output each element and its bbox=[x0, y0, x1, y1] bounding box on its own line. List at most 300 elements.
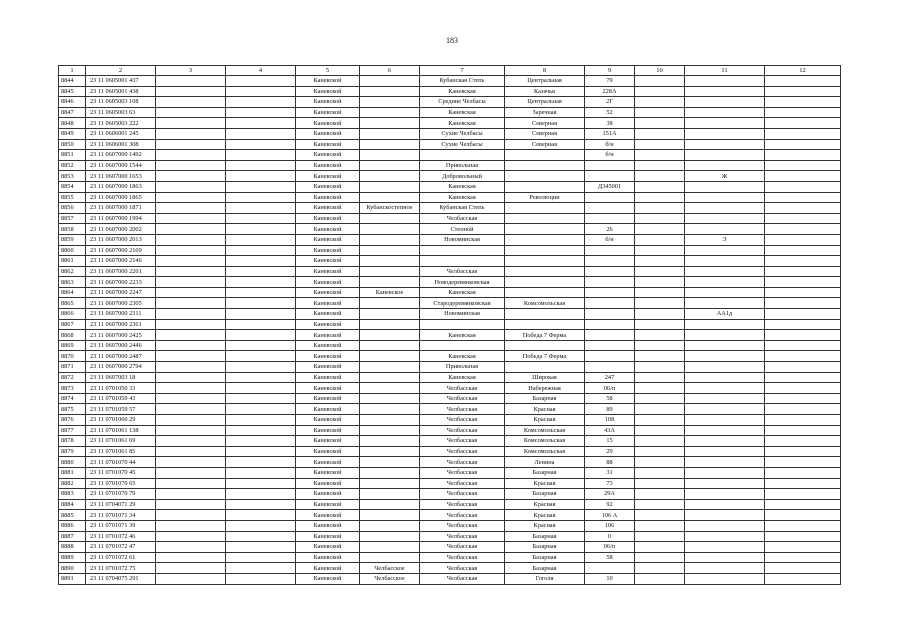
table-cell bbox=[505, 287, 585, 298]
column-header: 6 bbox=[360, 66, 420, 76]
table-cell: Кубанская Степь bbox=[420, 76, 505, 87]
table-cell bbox=[226, 203, 296, 214]
table-cell: б/н bbox=[585, 139, 635, 150]
table-cell bbox=[585, 351, 635, 362]
table-cell: 38 bbox=[585, 118, 635, 129]
table-cell: 8866 bbox=[59, 309, 86, 320]
table-cell bbox=[156, 531, 226, 542]
table-cell bbox=[156, 150, 226, 161]
table-cell bbox=[765, 181, 841, 192]
table-cell: 23 11 0701059 43 bbox=[86, 393, 156, 404]
table-cell bbox=[765, 425, 841, 436]
table-cell bbox=[685, 160, 765, 171]
table-cell: Степной bbox=[420, 224, 505, 235]
table-cell bbox=[635, 245, 685, 256]
table-cell bbox=[360, 309, 420, 320]
table-cell: 23 11 0607000 2446 bbox=[86, 340, 156, 351]
table-cell bbox=[360, 489, 420, 500]
table-cell: 92 bbox=[585, 499, 635, 510]
table-cell: Красная bbox=[505, 520, 585, 531]
table-cell bbox=[685, 542, 765, 553]
table-cell: 79 bbox=[585, 76, 635, 87]
table-cell bbox=[765, 97, 841, 108]
table-cell bbox=[226, 457, 296, 468]
table-cell bbox=[226, 383, 296, 394]
table-cell: Челбасская bbox=[420, 478, 505, 489]
table-cell bbox=[765, 489, 841, 500]
table-cell: Базарная bbox=[505, 552, 585, 563]
table-cell: 8847 bbox=[59, 107, 86, 118]
table-cell: Каневской bbox=[296, 446, 360, 457]
table-cell: Привольная bbox=[420, 160, 505, 171]
table-cell: 23 11 0607000 1994 bbox=[86, 213, 156, 224]
table-cell bbox=[156, 256, 226, 267]
table-cell bbox=[505, 245, 585, 256]
table-cell bbox=[765, 256, 841, 267]
table-cell bbox=[156, 372, 226, 383]
table-cell bbox=[226, 181, 296, 192]
table-cell bbox=[585, 245, 635, 256]
table-cell: Каневской bbox=[296, 245, 360, 256]
table-cell bbox=[685, 213, 765, 224]
table-cell bbox=[360, 171, 420, 182]
table-cell: Каневской bbox=[296, 393, 360, 404]
table-cell bbox=[226, 266, 296, 277]
table-cell bbox=[360, 383, 420, 394]
table-cell: 23 11 0607000 1492 bbox=[86, 150, 156, 161]
table-cell bbox=[765, 404, 841, 415]
table-cell: 106 А bbox=[585, 510, 635, 521]
table-row bbox=[59, 76, 841, 87]
table-cell bbox=[505, 319, 585, 330]
table-row bbox=[59, 425, 841, 436]
table-cell: Красная bbox=[505, 499, 585, 510]
table-cell bbox=[360, 531, 420, 542]
table-cell bbox=[360, 362, 420, 373]
table-cell: Каневской bbox=[296, 467, 360, 478]
table-cell bbox=[360, 340, 420, 351]
table-cell: 23 11 0607000 1863 bbox=[86, 181, 156, 192]
table-cell bbox=[360, 266, 420, 277]
table-cell: Каневской bbox=[296, 510, 360, 521]
table-cell: Каневской bbox=[296, 531, 360, 542]
column-header: 12 bbox=[765, 66, 841, 76]
table-cell: 06/п bbox=[585, 542, 635, 553]
table-cell bbox=[765, 351, 841, 362]
table-cell: Каневской bbox=[296, 499, 360, 510]
table-cell: 8887 bbox=[59, 531, 86, 542]
table-cell: 23 11 0701059 57 bbox=[86, 404, 156, 415]
table-cell bbox=[360, 277, 420, 288]
table-cell bbox=[685, 520, 765, 531]
table-cell bbox=[765, 150, 841, 161]
table-cell: Каневской bbox=[296, 128, 360, 139]
table-cell: 8849 bbox=[59, 128, 86, 139]
table-cell bbox=[765, 467, 841, 478]
table-cell: Революции bbox=[505, 192, 585, 203]
table-cell bbox=[360, 520, 420, 531]
table-cell: 8882 bbox=[59, 478, 86, 489]
table-cell bbox=[765, 499, 841, 510]
column-header: 2 bbox=[86, 66, 156, 76]
table-cell: Каневская bbox=[420, 330, 505, 341]
table-cell: Каневской bbox=[296, 298, 360, 309]
table-cell bbox=[505, 150, 585, 161]
table-cell bbox=[765, 319, 841, 330]
table-cell bbox=[156, 160, 226, 171]
table-cell bbox=[360, 181, 420, 192]
table-cell bbox=[765, 383, 841, 394]
table-cell: 8867 bbox=[59, 319, 86, 330]
table-cell bbox=[765, 266, 841, 277]
table-cell: Каневской bbox=[296, 97, 360, 108]
table-cell: 8891 bbox=[59, 573, 86, 584]
table-cell bbox=[156, 542, 226, 553]
table-cell bbox=[156, 181, 226, 192]
table-cell bbox=[156, 573, 226, 584]
table-cell bbox=[685, 298, 765, 309]
column-header: 4 bbox=[226, 66, 296, 76]
table-cell bbox=[360, 256, 420, 267]
table-cell bbox=[226, 404, 296, 415]
table-cell bbox=[156, 234, 226, 245]
table-row bbox=[59, 563, 841, 574]
table-cell bbox=[226, 499, 296, 510]
table-cell: Каневской bbox=[296, 542, 360, 553]
table-cell bbox=[635, 552, 685, 563]
table-cell: 151А bbox=[585, 128, 635, 139]
table-cell: Центральная bbox=[505, 97, 585, 108]
table-cell bbox=[226, 97, 296, 108]
table-cell: 52 bbox=[585, 107, 635, 118]
table-cell: 23 11 0607000 2233 bbox=[86, 277, 156, 288]
table-cell bbox=[765, 277, 841, 288]
table-cell: 8879 bbox=[59, 446, 86, 457]
table-cell bbox=[635, 97, 685, 108]
table-cell: 108 bbox=[585, 415, 635, 426]
table-cell bbox=[685, 118, 765, 129]
table-cell: 8869 bbox=[59, 340, 86, 351]
table-cell: Каневская bbox=[420, 86, 505, 97]
table-cell: Каневской bbox=[296, 552, 360, 563]
table-cell: Каневской bbox=[296, 372, 360, 383]
table-cell bbox=[765, 446, 841, 457]
table-cell bbox=[156, 118, 226, 129]
table-cell bbox=[156, 287, 226, 298]
table-cell: 106 bbox=[585, 520, 635, 531]
table-cell bbox=[226, 552, 296, 563]
table-cell: Э bbox=[685, 234, 765, 245]
table-row bbox=[59, 340, 841, 351]
table-cell bbox=[226, 573, 296, 584]
table-cell bbox=[360, 76, 420, 87]
table-cell bbox=[505, 203, 585, 214]
table-cell: Челбасская bbox=[420, 467, 505, 478]
table-cell: Базарная bbox=[505, 531, 585, 542]
table-cell bbox=[156, 171, 226, 182]
table-cell: 58 bbox=[585, 552, 635, 563]
table-cell: Каневской bbox=[296, 457, 360, 468]
table-cell: Каневской bbox=[296, 139, 360, 150]
table-cell: Челбасская bbox=[420, 542, 505, 553]
table-cell bbox=[585, 160, 635, 171]
table-cell: Северная bbox=[505, 118, 585, 129]
table-cell: Комсомольская bbox=[505, 298, 585, 309]
table-cell bbox=[420, 150, 505, 161]
table-row bbox=[59, 203, 841, 214]
table-row bbox=[59, 404, 841, 415]
table-cell bbox=[635, 372, 685, 383]
table-cell bbox=[765, 520, 841, 531]
table-cell: 8874 bbox=[59, 393, 86, 404]
table-cell: Комсомольская bbox=[505, 446, 585, 457]
table-cell: Гоголя bbox=[505, 573, 585, 584]
table-cell bbox=[505, 160, 585, 171]
table-cell bbox=[765, 393, 841, 404]
table-cell: Каневской bbox=[296, 309, 360, 320]
table-cell bbox=[685, 531, 765, 542]
table-cell bbox=[226, 76, 296, 87]
column-header: 10 bbox=[635, 66, 685, 76]
page-number: 183 bbox=[446, 36, 458, 45]
table-cell bbox=[156, 309, 226, 320]
table-cell bbox=[635, 76, 685, 87]
table-cell: 23 11 0607000 2109 bbox=[86, 245, 156, 256]
table-cell bbox=[505, 340, 585, 351]
table-cell bbox=[226, 531, 296, 542]
table-cell: Каневской bbox=[296, 383, 360, 394]
table-cell bbox=[685, 181, 765, 192]
table-cell: 29А bbox=[585, 489, 635, 500]
table-cell bbox=[585, 287, 635, 298]
table-cell bbox=[635, 436, 685, 447]
table-cell bbox=[156, 139, 226, 150]
table-cell bbox=[635, 256, 685, 267]
table-cell bbox=[360, 542, 420, 553]
table-cell: Д345001 bbox=[585, 181, 635, 192]
table-cell: 8876 bbox=[59, 415, 86, 426]
table-cell: 8857 bbox=[59, 213, 86, 224]
table-cell: АА1д bbox=[685, 309, 765, 320]
table-row bbox=[59, 86, 841, 97]
table-cell bbox=[685, 436, 765, 447]
table-cell bbox=[635, 415, 685, 426]
table-cell: 8861 bbox=[59, 256, 86, 267]
table-cell bbox=[635, 340, 685, 351]
table-cell bbox=[635, 330, 685, 341]
table-cell bbox=[765, 118, 841, 129]
table-cell: Челбасская bbox=[420, 531, 505, 542]
table-cell bbox=[635, 489, 685, 500]
table-cell: Челбасская bbox=[420, 457, 505, 468]
table-cell bbox=[685, 107, 765, 118]
table-row bbox=[59, 309, 841, 320]
table-row bbox=[59, 213, 841, 224]
table-cell: Каневской bbox=[296, 362, 360, 373]
table-cell bbox=[685, 489, 765, 500]
table-cell bbox=[635, 499, 685, 510]
table-cell: Каневской bbox=[296, 351, 360, 362]
table-cell bbox=[585, 340, 635, 351]
table-cell bbox=[685, 128, 765, 139]
table-cell: Челбасская bbox=[420, 383, 505, 394]
table-row bbox=[59, 160, 841, 171]
table-cell: Челбасская bbox=[420, 510, 505, 521]
table-cell: Северная bbox=[505, 128, 585, 139]
table-cell: 8889 bbox=[59, 552, 86, 563]
table-cell bbox=[585, 266, 635, 277]
column-header: 5 bbox=[296, 66, 360, 76]
table-cell bbox=[156, 489, 226, 500]
table-row bbox=[59, 510, 841, 521]
table-cell: Каневской bbox=[296, 287, 360, 298]
table-cell bbox=[635, 107, 685, 118]
table-cell: 23 11 0607003 18 bbox=[86, 372, 156, 383]
table-cell bbox=[360, 298, 420, 309]
table-cell bbox=[685, 150, 765, 161]
table-cell bbox=[685, 139, 765, 150]
table-cell: Красная bbox=[505, 478, 585, 489]
table-cell bbox=[156, 393, 226, 404]
table-cell bbox=[156, 224, 226, 235]
table-cell bbox=[156, 457, 226, 468]
table-cell: Каневской bbox=[296, 213, 360, 224]
table-cell: Базарная bbox=[505, 467, 585, 478]
table-row bbox=[59, 287, 841, 298]
table-cell bbox=[156, 520, 226, 531]
table-cell: 8845 bbox=[59, 86, 86, 97]
table-cell: 23 11 0701072 47 bbox=[86, 542, 156, 553]
table-cell bbox=[226, 478, 296, 489]
table-cell bbox=[156, 478, 226, 489]
table-cell bbox=[765, 287, 841, 298]
register-table bbox=[58, 65, 841, 585]
table-cell bbox=[360, 97, 420, 108]
table-row bbox=[59, 181, 841, 192]
table-cell: 23 11 0605003 63 bbox=[86, 107, 156, 118]
table-cell: Красная bbox=[505, 415, 585, 426]
table-cell: 8860 bbox=[59, 245, 86, 256]
table-cell bbox=[360, 436, 420, 447]
table-cell bbox=[360, 499, 420, 510]
table-cell bbox=[156, 330, 226, 341]
table-cell: 8881 bbox=[59, 467, 86, 478]
table-cell: 8878 bbox=[59, 436, 86, 447]
table-cell bbox=[226, 542, 296, 553]
table-cell bbox=[685, 446, 765, 457]
table-cell: 8873 bbox=[59, 383, 86, 394]
table-cell: 23 11 0605001 437 bbox=[86, 76, 156, 87]
table-cell bbox=[765, 107, 841, 118]
table-cell: Каневской bbox=[296, 478, 360, 489]
table-cell: 23 11 0701072 46 bbox=[86, 531, 156, 542]
table-cell: 23 11 0607000 2002 bbox=[86, 224, 156, 235]
table-cell bbox=[226, 171, 296, 182]
table-cell: Каневская bbox=[420, 192, 505, 203]
table-cell bbox=[156, 192, 226, 203]
table-cell bbox=[360, 404, 420, 415]
table-cell: 247 bbox=[585, 372, 635, 383]
table-cell: Челбасская bbox=[420, 436, 505, 447]
table-cell bbox=[360, 160, 420, 171]
table-cell bbox=[360, 425, 420, 436]
table-cell bbox=[360, 118, 420, 129]
table-cell bbox=[156, 266, 226, 277]
table-cell bbox=[156, 97, 226, 108]
table-cell: 23 11 0701071 39 bbox=[86, 520, 156, 531]
table-cell bbox=[360, 213, 420, 224]
table-row bbox=[59, 107, 841, 118]
table-cell: Стародеревянковская bbox=[420, 298, 505, 309]
table-cell bbox=[635, 192, 685, 203]
table-cell: 8855 bbox=[59, 192, 86, 203]
table-cell: 8856 bbox=[59, 203, 86, 214]
table-cell: Челбасская bbox=[420, 425, 505, 436]
table-row bbox=[59, 457, 841, 468]
table-cell bbox=[226, 340, 296, 351]
table-cell bbox=[585, 203, 635, 214]
table-cell: 8890 bbox=[59, 563, 86, 574]
table-cell bbox=[156, 362, 226, 373]
table-cell bbox=[360, 224, 420, 235]
table-cell bbox=[505, 224, 585, 235]
table-cell: 23 11 0605003 222 bbox=[86, 118, 156, 129]
table-cell bbox=[765, 457, 841, 468]
table-cell bbox=[360, 319, 420, 330]
table-cell: Базарная bbox=[505, 563, 585, 574]
table-cell bbox=[635, 457, 685, 468]
table-cell: 23 11 0606001 245 bbox=[86, 128, 156, 139]
table-row bbox=[59, 446, 841, 457]
table-cell bbox=[765, 245, 841, 256]
table-cell bbox=[360, 351, 420, 362]
table-row bbox=[59, 171, 841, 182]
table-cell: Каневской bbox=[296, 489, 360, 500]
table-cell bbox=[685, 97, 765, 108]
table-cell bbox=[685, 404, 765, 415]
table-cell bbox=[226, 425, 296, 436]
table-cell bbox=[685, 467, 765, 478]
table-cell: Средние Челбасы bbox=[420, 97, 505, 108]
table-cell: 228А bbox=[585, 86, 635, 97]
table-cell: 8858 bbox=[59, 224, 86, 235]
table-cell: 23 11 0607000 2305 bbox=[86, 298, 156, 309]
table-cell: Челбасская bbox=[420, 446, 505, 457]
column-header: 3 bbox=[156, 66, 226, 76]
table-cell: Широкая bbox=[505, 372, 585, 383]
table-cell: Челбасская bbox=[420, 499, 505, 510]
table-cell bbox=[226, 160, 296, 171]
table-cell: Каневской bbox=[296, 404, 360, 415]
table-cell bbox=[685, 203, 765, 214]
table-cell bbox=[765, 330, 841, 341]
table-row bbox=[59, 351, 841, 362]
table-cell: Челбасская bbox=[420, 213, 505, 224]
table-cell bbox=[765, 372, 841, 383]
table-cell bbox=[226, 139, 296, 150]
table-cell bbox=[360, 86, 420, 97]
table-cell bbox=[226, 298, 296, 309]
table-cell: Челбасское bbox=[360, 563, 420, 574]
table-cell: Комсомольская bbox=[505, 436, 585, 447]
table-cell bbox=[226, 118, 296, 129]
table-cell bbox=[585, 362, 635, 373]
column-header: 8 bbox=[505, 66, 585, 76]
table-cell: Каневской bbox=[296, 150, 360, 161]
table-cell: Челбасская bbox=[420, 489, 505, 500]
table-cell bbox=[765, 573, 841, 584]
table-cell bbox=[156, 436, 226, 447]
